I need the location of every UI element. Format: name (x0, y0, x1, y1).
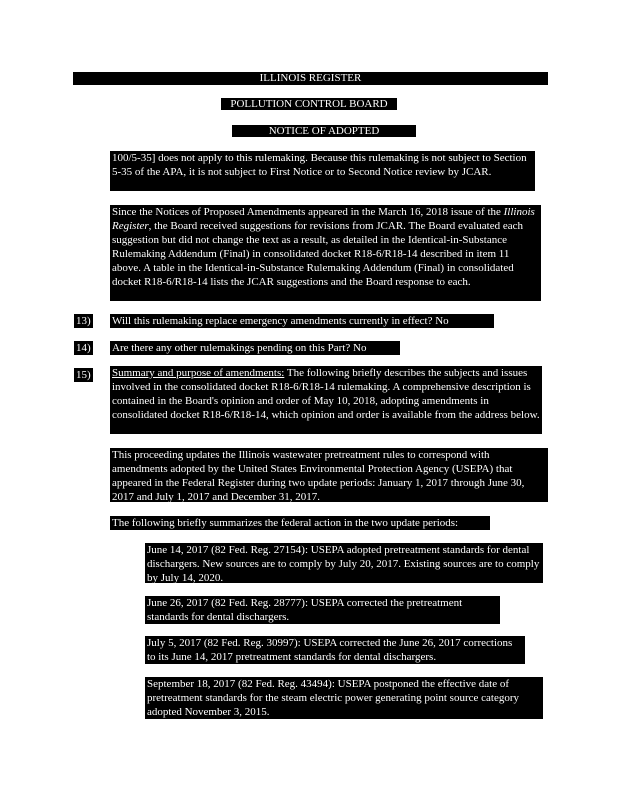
paragraph-proceeding: This proceeding updates the Illinois wastewater pretreatment rules to correspond with amendments adopted by the United States Environmental Protection Agency (USEPA) that appeared in the Federal Register during two update periods: January 1, 2017 through June 30, 2017 and July 1, 2017 and December 31, 2017. (110, 448, 548, 502)
summary-text: The following briefly describes the subjects and issues involved in the consolidated docket R18-6/R18-14 rulemaking. A comprehensive description is contained in the Board's opinion and order of May 10, 2018, adopting amendments in consolidated docket R18-6/R18-14, which opinion and order is available from the address below. (112, 367, 540, 421)
item-number-13: 13) (76, 315, 91, 327)
board-name: POLLUTION CONTROL BOARD (221, 98, 397, 110)
paragraph-summary-intro: The following briefly summarizes the federal action in the two update periods: (110, 516, 490, 530)
summary-label: Summary and purpose of amendments: (112, 367, 285, 379)
item-number-15: 15) (76, 369, 91, 381)
paragraph-apa: 100/5-35] does not apply to this rulemaking. Because this rulemaking is not subject to Section 5-35 of the APA, it is not subject to First Notice or to Second Notice review by JCAR. (110, 151, 535, 191)
register-title: ILLINOIS REGISTER (73, 72, 548, 85)
paragraph-jcar (110, 205, 541, 301)
federal-action-2: June 26, 2017 (82 Fed. Reg. 28777): USEPA corrected the pretreatment standards for dental dischargers. (145, 596, 500, 624)
federal-action-3: July 5, 2017 (82 Fed. Reg. 30997): USEPA corrected the June 26, 2017 corrections to its June 14, 2017 pretreatment standards for dental dischargers. (145, 636, 525, 664)
item-text-15 (110, 366, 542, 434)
item-text-14: Are there any other rulemakings pending on this Part? No (110, 341, 400, 355)
illinois-register-italic: Illinois Register (112, 206, 535, 232)
paragraph-jcar-part-b: , the Board received suggestions for revisions from JCAR. The Board evaluated each suggestion but did not change the text as a result, as detailed in the Identical-in-Substance Rulemaking Addendum (Final) in consolidated docket R18-6/R18-14 described in item 11 above. A table in the Identical-in-Substance Rulemaking Addendum (Final) in consolidated docket R18-6/R18-14 lists the JCAR suggestions and the Board response to each. (112, 220, 523, 288)
item-number-14: 14) (76, 342, 91, 354)
federal-action-1: June 14, 2017 (82 Fed. Reg. 27154): USEPA adopted pretreatment standards for dental dischargers. New sources are to comply by July 20, 2017. Existing sources are to comply by July 14, 2020. (145, 543, 543, 583)
item-text-13: Will this rulemaking replace emergency amendments currently in effect? No (110, 314, 494, 328)
notice-title: NOTICE OF ADOPTED AMENDMENTS (232, 125, 416, 137)
paragraph-jcar-part-a: Since the Notices of Proposed Amendments appeared in the March 16, 2018 issue of the (112, 206, 504, 218)
federal-action-4: September 18, 2017 (82 Fed. Reg. 43494): USEPA postponed the effective date of pretreatment standards for the steam electric power generating point source category adopted November 3, 2015. (145, 677, 543, 719)
